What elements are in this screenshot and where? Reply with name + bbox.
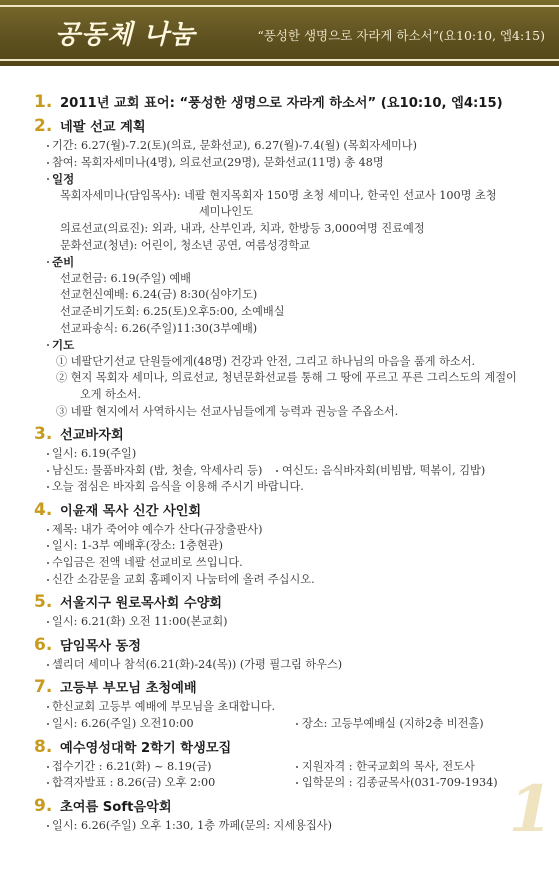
list-item: 지원자격 : 한국교회의 목사, 전도사 [302,759,475,776]
section-title: 예수영성대학 2학기 학생모집 [60,740,232,756]
list-item: 접수기간 : 6.21(화) ~ 8.19(금) [34,759,302,776]
section-university [34,737,544,792]
prep-line: 선교헌금: 6.19(주일) 예배 [60,271,191,285]
header-top-rule [0,5,559,7]
section-title: 서울지구 원로목사회 수양회 [60,596,223,612]
section-book-signing [34,500,544,588]
prayer-item: 오게 하소서. [80,387,142,401]
schedule-line: 의료선교(의료진): 외과, 내과, 산부인과, 치과, 한방등 3,000여명 진료예정 [60,221,425,235]
schedule-line: 문화선교(청년): 어린이, 청소년 공연, 여름성경학교 [60,238,310,252]
subheading: 기도 [34,337,544,354]
section-number: 3. [34,424,53,445]
page-number: 1 [508,772,553,847]
list-item: 신간 소감문을 교회 홈페이지 나눔터에 올려 주십시오. [34,572,544,589]
list-item: 일시: 6.26(주일) 오후 1:30, 1층 까페(문의: 지세용집사) [34,818,544,835]
section-retreat [34,592,544,631]
section-title: 고등부 부모님 초청예배 [60,681,197,697]
section-number: 9. [34,795,53,816]
list-item: 일시: 6.21(화) 오전 11:00(본교회) [34,614,544,631]
section-title: 네팔 선교 계획 [60,120,146,135]
subheading: 일정 [34,171,544,188]
section-title: 담임목사 동정 [60,638,142,654]
list-item: 여신도: 음식바자회(비빔밥, 떡볶이, 김밥) [282,463,485,480]
schedule-line: 세미나인도 [199,205,254,219]
subheading: 준비 [34,254,544,271]
list-item: 수입금은 전액 네팔 선교비로 쓰입니다. [34,555,544,572]
list-item: 일시: 6.26(주일) 오전10:00 [34,716,302,733]
list-item: 참여: 목회자세미나(4명), 의료선교(29명), 문화선교(11명) 총 48명 [34,155,544,172]
prayer-item: ① 네팔단기선교 단원들에게(48명) 건강과 안전, 그리고 하나님의 마음을 품게 하소서. [56,354,476,368]
list-item: 장소: 고등부예배실 (지하2층 비전홀) [302,716,484,733]
list-item: 남신도: 물품바자회 (밥, 첫솔, 악세사리 등) [34,463,282,480]
section-number: 2. [34,116,53,136]
section-number: 6. [34,634,53,655]
section-number: 8. [34,736,53,757]
header-title: 공동체 나눔 [55,20,196,50]
section-title: 이윤재 목사 신간 사인회 [60,503,202,519]
list-item: 한신교회 고등부 예배에 부모님을 초대합니다. [34,699,544,716]
section-pastor-news [34,635,544,674]
prayer-item: ③ 네팔 현지에서 사역하시는 선교사님들에게 능력과 권능을 주옵소서. [56,404,399,418]
page-header [0,0,559,66]
header-bottom-rule [0,59,559,61]
section-number: 1. [34,92,53,112]
prep-line: 선교헌신예배: 6.24(금) 8:30(심야기도) [60,288,258,302]
prep-line: 선교파송식: 6.26(주일)11:30(3부예배) [60,321,258,335]
two-column-row [34,463,544,480]
section-nepal-mission [34,116,544,420]
section-motto [34,92,544,112]
section-title: 선교바자회 [60,428,124,444]
announcements [34,92,544,838]
list-item: 입학문의 : 김종균목사(031-709-1934) [302,775,498,792]
section-parents-worship [34,677,544,732]
list-item: 셀리더 세미나 참석(6.21(화)-24(목)) (가평 필그림 하우스) [34,657,544,674]
section-concert [34,796,544,835]
two-column-row [34,759,544,776]
list-item: 일시: 1-3부 예배후(장소: 1층현관) [34,538,544,555]
list-item: 제목: 내가 죽어야 예수가 산다(규장출판사) [34,522,544,539]
two-column-row [34,775,544,792]
section-bazaar [34,424,544,496]
section-number: 4. [34,499,53,520]
list-item: 일시: 6.19(주일) [34,446,544,463]
section-title: 초여름 Soft음악회 [60,799,172,815]
prep-line: 선교준비기도회: 6.25(토)오후5:00, 소예배실 [60,304,285,318]
header-verse: “풍성한 생명으로 자라게 하소서”(요10:10, 엡4:15) [257,28,545,43]
list-item: 오늘 점심은 바자회 음식을 이용해 주시기 바랍니다. [34,479,544,496]
list-item: 기간: 6.27(월)-7.2(토)(의료, 문화선교), 6.27(월)-7.4(월) (목회자세미나) [34,138,544,155]
schedule-line: 목회자세미나(담임목사): 네팔 현지목회자 150명 초청 세미나, 한국인 선교사 100명 초청 [60,188,497,202]
prayer-item: ② 현지 목회자 세미나, 의료선교, 청년문화선교를 통해 그 땅에 푸르고 푸른 그리스도의 계절이 [56,371,517,385]
section-title: 2011년 교회 표어: “풍성한 생명으로 자라게 하소서” (요10:10, 엡4:15) [60,96,503,111]
section-number: 5. [34,592,53,613]
list-item: 합격자발표 : 8.26(금) 오후 2:00 [34,775,302,792]
section-number: 7. [34,677,53,698]
two-column-row [34,716,544,733]
